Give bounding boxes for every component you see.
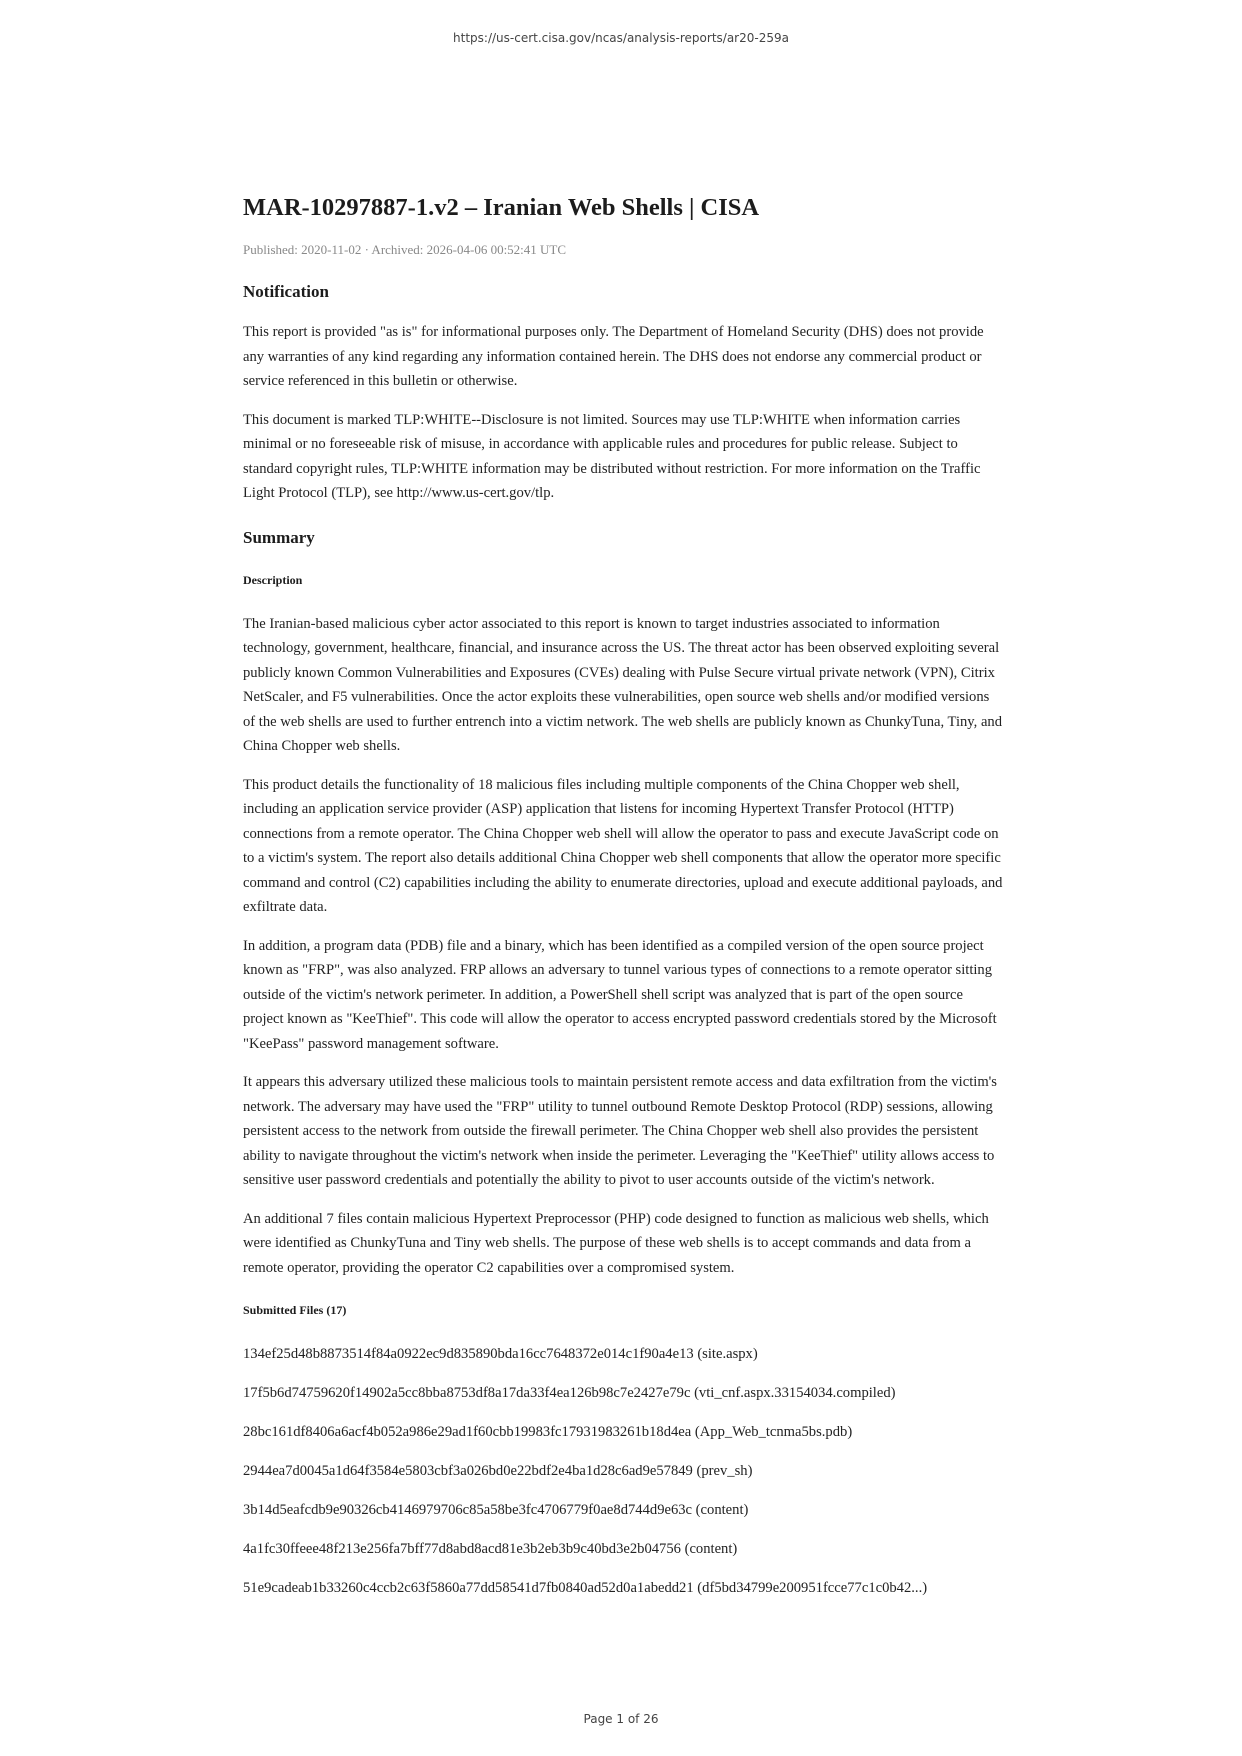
summary-heading: Summary [243,527,315,547]
page-number: Page 1 of 26 [583,1712,659,1726]
file-entry: 2944ea7d0045a1d64f3584e5803cbf3a026bd0e22bdf2e4ba1d28c6ad9e57849 (prev_sh) [243,1463,753,1479]
file-entry: 28bc161df8406a6acf4b052a986e29ad1f60cbb19983fc17931983261b18d4ea (App_Web_tcnma5bs.pdb) [243,1424,853,1440]
summary-paragraph: This product details the functionality of 18 malicious files including multiple components of the China Chopper web shell, including an application service provider (ASP) application that listens for incoming Hypertext Transfer Protocol (HTTP) connections from a remote operator. The China Chopper web shell will allow the operator to pass and execute JavaScript code on to a victim's system. The report also details additional China Chopper web shell components that allow the operator more specific command and control (C2) capabilities including the ability to enumerate directories, upload and execute additional payloads, and exfiltrate data. [243,776,1003,915]
summary-paragraph: It appears this adversary utilized these malicious tools to maintain persistent remote access and data exfiltration from the victim's network. The adversary may have used the "FRP" utility to tunnel outbound Remote Desktop Protocol (RDP) sessions, allowing persistent access to the network from outside the firewall perimeter. The China Chopper web shell also provides the persistent ability to navigate throughout the victim's network when inside the perimeter. Leveraging the "KeeThief" utility allows access to sensitive user password credentials and potentially the ability to pivot to user accounts outside of the victim's network. [243,1074,997,1188]
notification-paragraph: This document is marked TLP:WHITE--Disclosure is not limited. Sources may use TLP:WHITE when information carries minimal or no foreseeable risk of misuse, in accordance with applicable rules and procedures for public release. Subject to standard copyright rules, TLP:WHITE information may be distributed without restriction. For more information on the Traffic Light Protocol (TLP), see http://www.us-cert.gov/tlp. [243,411,981,501]
file-entry: 134ef25d48b8873514f84a0922ec9d835890bda16cc7648372e014c1f90a4e13 (site.aspx) [243,1346,758,1362]
submitted-files-list [243,1342,1003,1600]
summary-paragraph: An additional 7 files contain malicious Hypertext Preprocessor (PHP) code designed to function as malicious web shells, which were identified as ChunkyTuna and Tiny web shells. The purpose of these web shells is to accept commands and data from a remote operator, providing the operator C2 capabilities over a compromised system. [243,1210,989,1276]
file-entry: 4a1fc30ffeee48f213e256fa7bff77d8abd8acd81e3b2eb3b9c40bd3e2b04756 (content) [243,1541,738,1557]
summary-paragraph: The Iranian-based malicious cyber actor associated to this report is known to target industries associated to information technology, government, healthcare, financial, and insurance across the US. The threat actor has been observed exploiting several publicly known Common Vulnerabilities and Exposures (CVEs) dealing with Pulse Secure virtual private network (VPN), Citrix NetScaler, and F5 vulnerabilities. Once the actor exploits these vulnerabilities, open source web shells and/or modified versions of the web shells are used to further entrench into a victim network. The web shells are publicly known as ChunkyTuna, Tiny, and China Chopper web shells. [243,615,1003,754]
file-entry: 17f5b6d74759620f14902a5cc8bba8753df8a17da33f4ea126b98c7e2427e79c (vti_cnf.aspx.33154034.compiled) [243,1385,896,1401]
summary-paragraph: In addition, a program data (PDB) file and a binary, which has been identified as a compiled version of the open source project known as "FRP", was also analyzed. FRP allows an adversary to tunnel various types of connections to a remote operator sitting outside of the victim's network perimeter. In addition, a PowerShell shell script was analyzed that is part of the open source project known as "KeeThief". This code will allow the operator to access encrypted password credentials stored by the Microsoft "KeePass" password management software. [243,937,997,1052]
notification-heading: Notification [243,282,329,301]
article [243,190,1003,1600]
file-entry: 3b14d5eafcdb9e90326cb4146979706c85a58be3fc4706779f0ae8d744d9e63c (content) [243,1502,749,1518]
publish-meta: Published: 2020-11-02 · Archived: 2026-04-06 00:52:41 UTC [243,242,567,257]
source-url: https://us-cert.cisa.gov/ncas/analysis-reports/ar20-259a [453,31,789,45]
page-title: MAR-10297887-1.v2 – Iranian Web Shells | CISA [243,194,760,221]
notification-paragraph: This report is provided "as is" for informational purposes only. The Department of Homeland Security (DHS) does not provide any warranties of any kind regarding any information contained herein. The DHS does not endorse any commercial product or service referenced in this bulletin or otherwise. [243,324,984,389]
submitted-files-heading: Submitted Files (17) [243,1303,347,1317]
file-entry: 51e9cadeab1b33260c4ccb2c63f5860a77dd58541d7fb0840ad52d0a1abedd21 (df5bd34799e200951fcce77c1c0b42...) [243,1580,928,1596]
description-heading: Description [243,572,303,587]
